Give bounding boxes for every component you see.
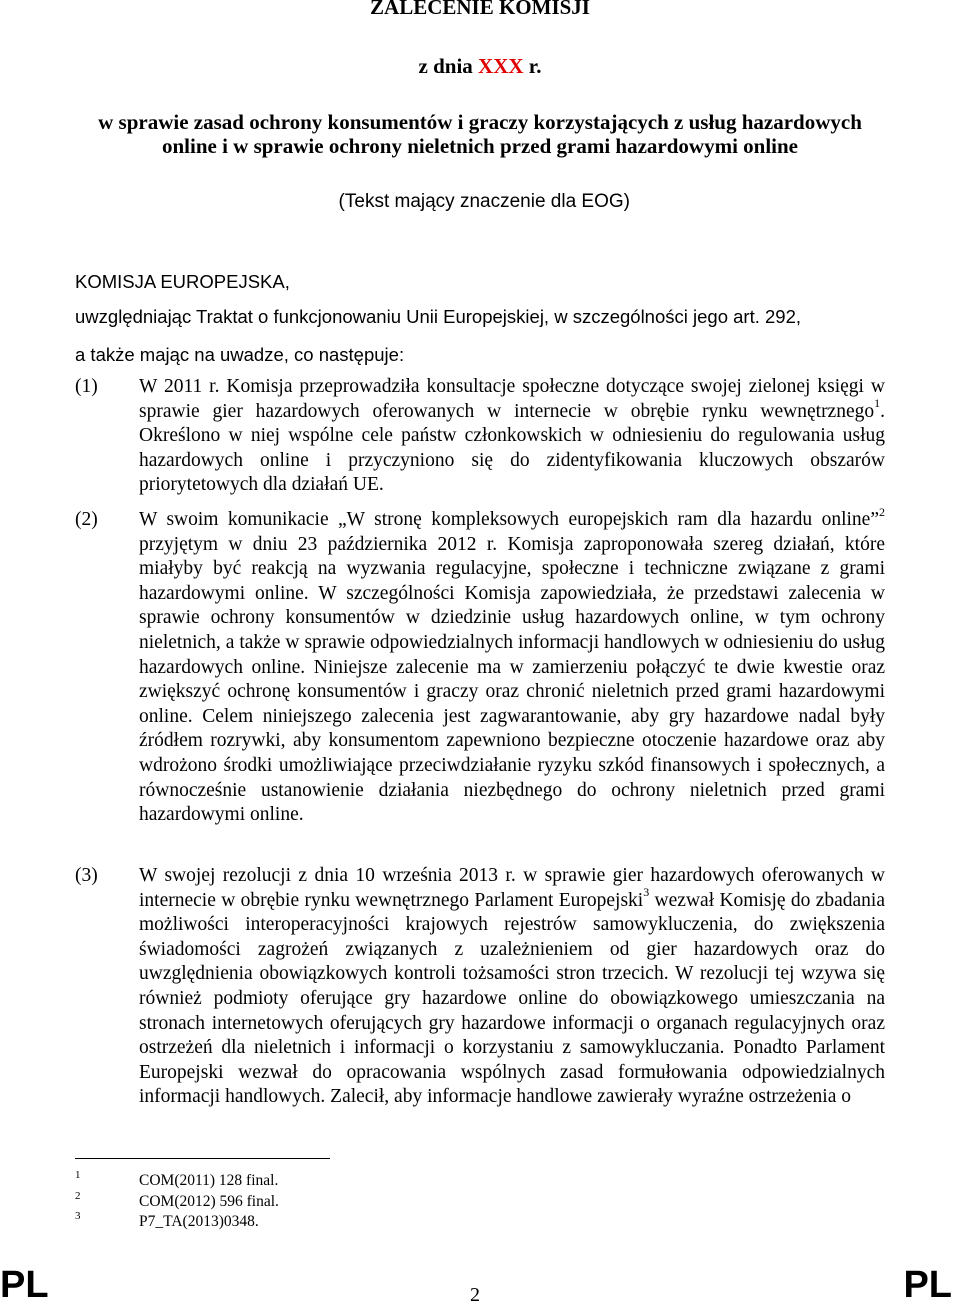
footnote bbox=[75, 1190, 279, 1211]
recital-number: (2) bbox=[75, 509, 98, 530]
recital-text: W 2011 r. Komisja przeprowadziła konsultacje społeczne dotyczące swojej zielonej księgi w sprawie gier hazardowych oferowanych w internecie w obrębie rynku wewnętrznego$^1$. Określono w niej wspólne cele państw członkowskich w odniesieniu do regulowania usług hazardowych online i przyczyniono się do zidentyfikowania kluczowych obszarów priorytetowych dla działań UE. bbox=[139, 376, 885, 496]
footnote-text: COM(2012) 596 final. bbox=[139, 1193, 279, 1210]
recital bbox=[75, 864, 885, 1110]
footnote-separator bbox=[75, 1158, 330, 1159]
footnote-text: COM(2011) 128 final. bbox=[139, 1172, 279, 1189]
footnote-number: 2 bbox=[75, 1190, 81, 1202]
recital-text: W swoim komunikacie „W stronę kompleksowych europejskich ram dla hazardu online”$^2$ przyjętym w dniu 23 października 2012 r. Komisja zaproponowała szereg działań, które miałyby być reakcją na wyzwania regulacyjne, społeczne i techniczne związane z grami hazardowymi online. W szczególności Komisja zapowiedziała, że przedstawi zalecenia w sprawie ochrony konsumentów w dziedzinie usług hazardowych online, w tym ochrony nieletnich, a także w sprawie odpowiedzialnych informacji handlowych w odniesieniu do usług hazardowych online. Niniejsze zalecenie ma w zamierzeniu połączyć te dwie kwestie oraz zwiększyć ochronę konsumentów i graczy oraz chronić nieletnich przed grami hazardowymi online. Celem niniejszego zalecenia jest zagwarantowanie, aby gry hazardowe nadal były źródłem rozrywki, aby konsumentom zapewniono bezpieczne otoczenie hazardowe oraz aby wdrożono środki umożliwiające przeciwdziałanie ryzyku szkód finansowych i społecznych, a równocześnie ustanowienie działania niezbędnego do ochrony nieletnich przed grami hazardowymi online. bbox=[139, 504, 885, 826]
recital-number: (1) bbox=[75, 376, 98, 397]
date-suffix: r. bbox=[523, 54, 542, 78]
having-regard-citation: uwzględniając Traktat o funkcjonowaniu Unii Europejskiej, w szczególności jego art. 292, bbox=[75, 306, 801, 327]
document-subject: w sprawie zasad ochrony konsumentów i graczy korzystających z usług hazardowych online i w sprawie ochrony nieletnich przed grami hazardowymi online bbox=[98, 110, 862, 158]
footnote-reference[interactable]: 1 bbox=[874, 396, 881, 411]
recital bbox=[75, 375, 885, 498]
recital-number: (3) bbox=[75, 865, 98, 886]
recital-text: W swojej rezolucji z dnia 10 września 2013 r. w sprawie gier hazardowych oferowanych w internecie w obrębie rynku wewnętrznego Parlament Europejski$^3$ wezwał Komisję do zbadania możliwości interoperacyjności krajowych rejestrów samowykluczenia, do zwiększenia świadomości zagrożeń związanych z uzależnieniem od gier hazardowych oraz do uwzględnienia obowiązkowych kontroli tożsamości stron trzecich. W rezolucji tej wzywa się również podmioty oferujące gry hazardowe online do obowiązkowego umieszczania na stronach internetowych oferujących gry hazardowe informacji o organach regulacyjnych oraz ostrzeżeń dla nieletnich i informacji o korzystaniu z samowykluczania. Ponadto Parlament Europejski wezwał do opracowania wspólnych zasad formułowania odpowiedzialnych informacji handlowych. Zalecił, aby informacje handlowe zawierały wyraźne ostrzeżenia o bbox=[139, 865, 886, 1108]
footnote-number: 3 bbox=[75, 1210, 81, 1222]
footnote bbox=[75, 1210, 259, 1231]
footnote-reference[interactable]: 3 bbox=[643, 885, 650, 900]
recital bbox=[75, 504, 885, 828]
footnote-text: P7_TA(2013)0348. bbox=[139, 1213, 259, 1230]
footnote bbox=[75, 1169, 279, 1190]
date-placeholder: XXX bbox=[478, 54, 524, 78]
language-code-right: PL bbox=[903, 1264, 952, 1306]
date-prefix: z dnia bbox=[418, 54, 479, 78]
language-code-left: PL bbox=[0, 1264, 49, 1306]
document-date bbox=[0, 54, 960, 78]
footnote-reference[interactable]: 2 bbox=[879, 504, 885, 519]
footnote-number: 1 bbox=[75, 1169, 81, 1181]
whereas-intro: a także mając na uwadze, co następuje: bbox=[75, 344, 405, 365]
eea-relevance-note: (Tekst mający znaczenie dla EOG) bbox=[338, 191, 630, 212]
document-title: ZALECENIE KOMISJI bbox=[370, 0, 590, 19]
institution-heading: KOMISJA EUROPEJSKA, bbox=[75, 271, 290, 292]
page-number: 2 bbox=[470, 1284, 480, 1306]
